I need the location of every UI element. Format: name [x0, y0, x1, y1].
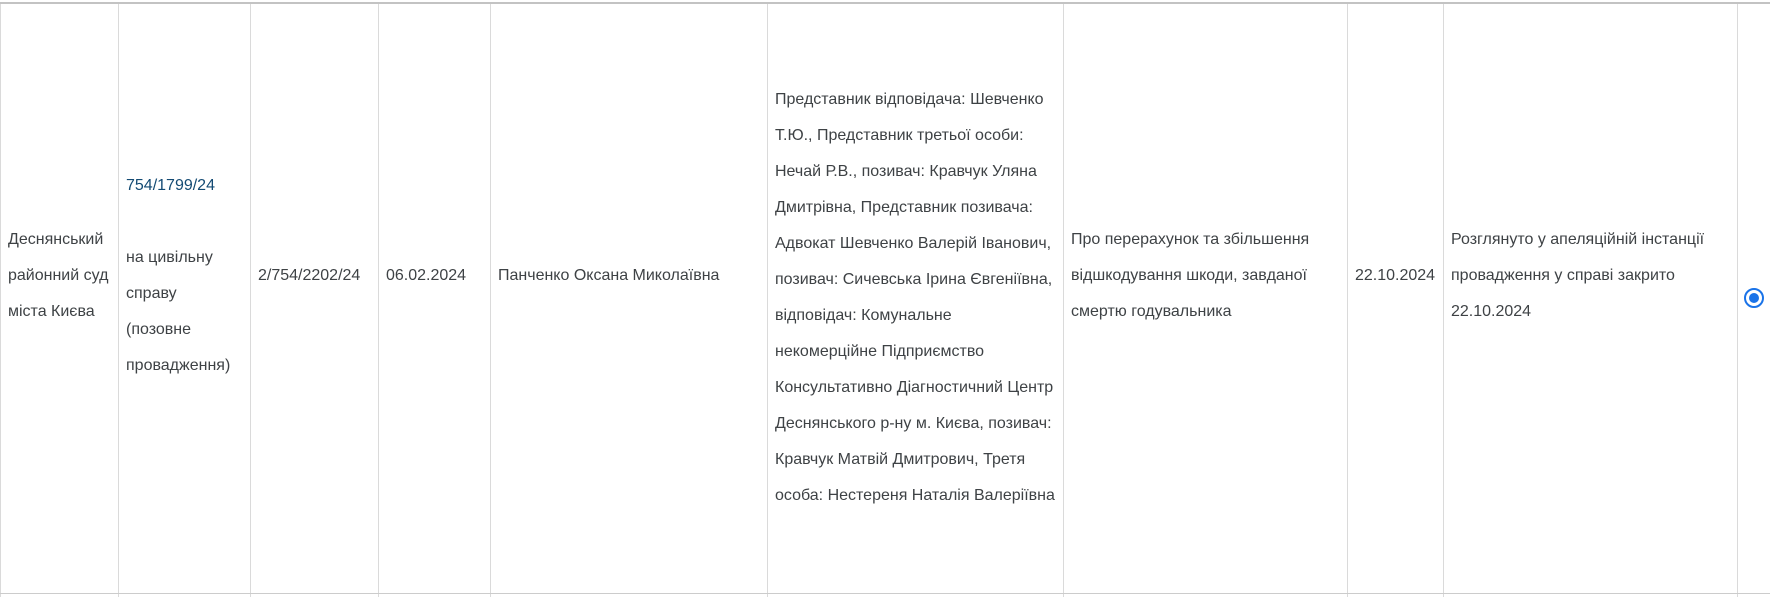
case-type-label: на цивільну справу (позовне провадження) — [126, 248, 231, 374]
judge-cell — [491, 3, 768, 593]
court-name: Деснянський районний суд міста Києва — [8, 230, 109, 320]
radio-selected-dot — [1749, 293, 1759, 303]
court-name-cell — [1, 3, 119, 593]
registration-date: 06.02.2024 — [386, 266, 467, 284]
registration-date-cell — [379, 3, 491, 593]
decision-date: 22.10.2024 — [1355, 266, 1436, 284]
proceeding-number: 2/754/2202/24 — [258, 266, 361, 284]
status-line: провадження у справі закрито — [1451, 266, 1675, 284]
row-select-cell — [1738, 3, 1770, 593]
case-subject-cell — [1064, 3, 1348, 593]
proceeding-number-cell — [251, 3, 379, 593]
parties-cell — [768, 3, 1064, 593]
status-line: Розглянуто у апеляційній інстанції — [1451, 230, 1705, 248]
row-select-radio[interactable] — [1744, 288, 1764, 308]
case-table-row — [1, 3, 1770, 593]
court-cases-table — [0, 2, 1770, 597]
status-cell — [1444, 3, 1738, 593]
case-subject: Про перерахунок та збільшення відшкодування шкоди, завданої смертю годувальника — [1071, 230, 1310, 320]
decision-date-cell — [1348, 3, 1444, 593]
judge-name: Панченко Оксана Миколаївна — [498, 266, 720, 284]
case-number-cell — [119, 3, 251, 593]
case-number-link[interactable]: 754/1799/24 — [126, 176, 215, 194]
status-line: 22.10.2024 — [1451, 302, 1532, 320]
next-row-sliver — [1, 593, 1770, 597]
parties-text: Представник відповідача: Шевченко Т.Ю., Представник третьої особи: Нечай Р.В., позивач: Кравчук Уляна Дмитрівна, Представник позивача: Адвокат Шевченко Валерій Іванович, позивач: Сичевська Ірина Євгеніївна, відповідач: Комунальне некомерційне Підприємство Консультативно Діагностичний Центр Деснянського р-ну м. Києва, позивач: Кравчук Матвій Дмитрович, Третя особа: Нестереня Наталія Валеріївна — [775, 91, 1055, 505]
